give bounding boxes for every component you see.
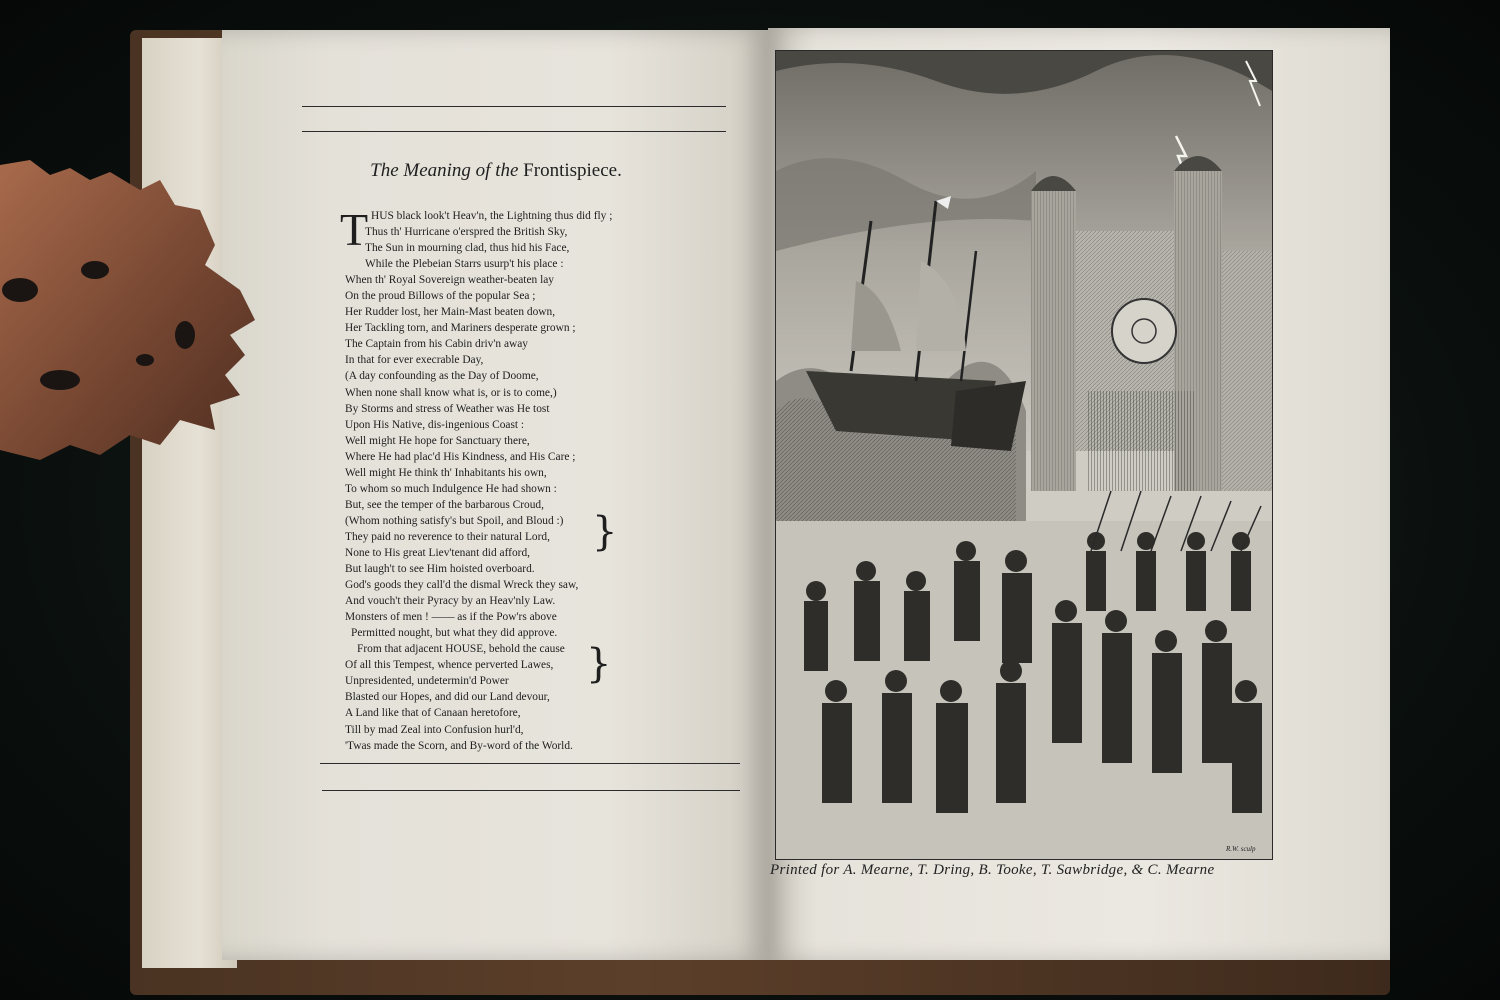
top-rule-1: [302, 106, 726, 107]
poem-line: Blasted our Hopes, and did our Land devour,: [345, 691, 550, 704]
poem-line: God's goods they call'd the dismal Wreck they saw,: [345, 579, 579, 592]
poem-line: Well might He hope for Sanctuary there,: [345, 434, 530, 447]
poem-line: In that for ever execrable Day,: [345, 354, 484, 367]
poem-line: Her Tackling torn, and Mariners desperate grown ;: [345, 322, 576, 335]
poem-line: While the Plebeian Starrs usurp't his place :: [365, 258, 564, 271]
engraving-svg: [776, 51, 1272, 859]
engraver-signature: R.W. sculp: [1226, 845, 1256, 853]
poem-line: A Land like that of Canaan heretofore,: [345, 707, 521, 720]
poem-line: Of all this Tempest, whence perverted Lawes,: [345, 659, 554, 672]
poem-line: But laugh't to see Him hoisted overboard.: [345, 563, 535, 576]
poem-line: But, see the temper of the barbarous Croud,: [345, 498, 544, 511]
drop-cap: T: [340, 204, 369, 255]
poem-line: They paid no reverence to their natural Lord,: [345, 530, 550, 543]
page-title-roman: Frontispiece.: [523, 160, 622, 181]
poem-line: The Captain from his Cabin driv'n away: [345, 338, 528, 351]
poem-line: Unpresidented, undetermin'd Power: [345, 675, 509, 688]
poem-line: Till by mad Zeal into Confusion hurl'd,: [345, 723, 524, 736]
poem-line: HUS black look't Heav'n, the Lightning thus did fly ;: [371, 210, 613, 222]
poem-line: From that adjacent HOUSE, behold the cause: [357, 643, 565, 656]
poem-line: Her Rudder lost, her Main-Mast beaten down,: [345, 306, 556, 319]
imprint-line: Printed for A. Mearne, T. Dring, B. Tooke, T. Sawbridge, & C. Mearne: [770, 862, 1215, 878]
poem-line: And vouch't their Pyracy by an Heav'nly Law.: [345, 595, 556, 608]
bottom-rule-1: [320, 763, 740, 764]
poem-line: The Sun in mourning clad, thus hid his Face,: [365, 242, 570, 255]
poem-line: (Whom nothing satisfy's but Spoil, and Bloud :): [345, 514, 564, 527]
poem-line: When none shall know what is, or is to come,): [345, 386, 557, 399]
page-title-italic: The Meaning of the: [370, 160, 519, 181]
poem-line: Upon His Native, dis-ingenious Coast :: [345, 418, 525, 431]
poem-line: By Storms and stress of Weather was He tost: [345, 402, 550, 415]
poem-line: Permitted nought, but what they did approve.: [351, 627, 558, 640]
bottom-rule-2: [322, 790, 740, 791]
poem-line: 'Twas made the Scorn, and By-word of the World.: [345, 739, 573, 752]
poem-line: When th' Royal Sovereign weather-beaten lay: [345, 274, 554, 287]
poem-line: Monsters of men ! —— as if the Pow'rs above: [345, 611, 557, 624]
top-rule-2: [302, 131, 726, 132]
page-title: [222, 160, 770, 182]
brace-1: }: [592, 509, 618, 555]
poem-text: [345, 208, 675, 754]
poem-line: On the proud Billows of the popular Sea ;: [345, 290, 536, 303]
poem-line: To whom so much Indulgence He had shown :: [345, 482, 557, 495]
poem-line: Well might He think th' Inhabitants his own,: [345, 466, 547, 479]
copper-clasp: [0, 150, 270, 470]
poem-line: (A day confounding as the Day of Doome,: [345, 370, 539, 383]
poem-line: Where He had plac'd His Kindness, and His Care ;: [345, 450, 576, 463]
poem-line: None to His great Liev'tenant did afford,: [345, 546, 530, 559]
poem-line: Thus th' Hurricane o'erspred the British Sky,: [365, 226, 568, 239]
brace-2: }: [586, 641, 612, 687]
frontispiece-engraving: [775, 50, 1273, 860]
